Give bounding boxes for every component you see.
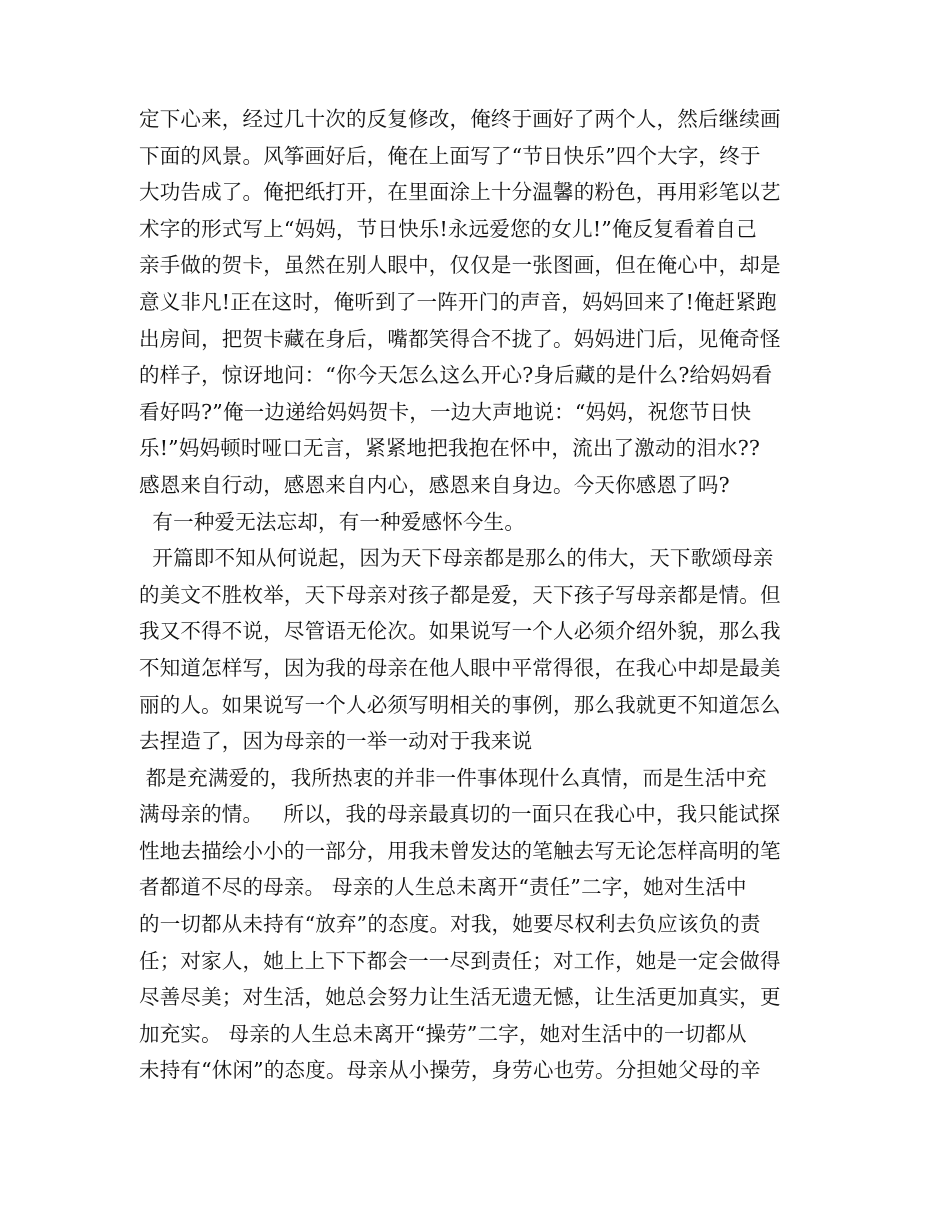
text-line: 定下心来，经过几十次的反复修改，俺终于画好了两个人，然后继续画	[139, 107, 781, 131]
text-line: 有一种爱无法忘却，有一种爱感怀今生。	[139, 509, 526, 534]
body-text	[139, 101, 819, 1089]
text-line: 术字的形式写上“妈妈，节日快乐!永远爱您的女儿!”俺反复看着自己	[139, 216, 757, 241]
text-line: 的一切都从未持有“放弃”的态度。对我，她要尽权利去负应该负的责	[139, 912, 761, 937]
text-line: 亲手做的贺卡，虽然在别人眼中，仅仅是一张图画，但在俺心中，却是	[139, 253, 781, 278]
text-line: 感恩来自行动，感恩来自内心，感恩来自身边。今天你感恩了吗?	[139, 472, 730, 497]
text-line: 看好吗?”俺一边递给妈妈贺卡，一边大声地说：“妈妈，祝您节日快	[139, 399, 752, 424]
text-line: 的样子，惊讶地问：“你今天怎么这么开心?身后藏的是什么?给妈妈看	[139, 363, 773, 388]
text-line: 任；对家人，她上上下下都会一一尽到责任；对工作，她是一定会做得	[139, 948, 781, 973]
text-line: 意义非凡!正在这时，俺听到了一阵开门的声音，妈妈回来了!俺赶紧跑	[139, 289, 777, 314]
text-line: 下面的风景。风筝画好后，俺在上面写了“节日快乐”四个大字，终于	[139, 143, 761, 168]
text-line: 出房间，把贺卡藏在身后，嘴都笑得合不拢了。妈妈进门后，见俺奇怪	[139, 326, 781, 351]
text-line: 丽的人。如果说写一个人必须写明相关的事例，那么我就更不知道怎么	[139, 692, 781, 717]
text-line: 乐!”妈妈顿时哑口无言，紧紧地把我抱在怀中，流出了激动的泪水??	[139, 436, 761, 461]
text-line: 不知道怎样写，因为我的母亲在他人眼中平常得很，在我心中却是最美	[139, 655, 781, 680]
text-line: 都是充满爱的，我所热衷的并非一件事体现什么真情，而是生活中充	[139, 765, 767, 790]
text-line: 未持有“休闲”的态度。母亲从小操劳，身劳心也劳。分担她父母的辛	[139, 1058, 761, 1083]
text-line: 加充实。 母亲的人生总未离开“操劳”二字，她对生活中的一切都从	[139, 1021, 747, 1046]
text-line: 开篇即不知从何说起，因为天下母亲都是那么的伟大，天下歌颂母亲	[139, 546, 774, 571]
text-line: 尽善尽美；对生活，她总会努力让生活无遗无憾，让生活更加真实，更	[139, 985, 781, 1010]
text-line: 者都道不尽的母亲。 母亲的人生总未离开“责任”二字，她对生活中	[139, 875, 747, 900]
text-line: 去捏造了，因为母亲的一举一动对于我来说	[139, 729, 533, 754]
text-line: 大功告成了。俺把纸打开，在里面涂上十分温馨的粉色，再用彩笔以艺	[139, 180, 781, 205]
text-line: 的美文不胜枚举，天下母亲对孩子都是爱，天下孩子写母亲都是情。但	[139, 582, 781, 607]
text-line: 性地去描绘小小的一部分，用我未曾发达的笔触去写无论怎样高明的笔	[139, 838, 781, 863]
text-line: 满母亲的情。 所以，我的母亲最真切的一面只在我心中，我只能试探	[139, 802, 781, 827]
text-line: 我又不得不说，尽管语无伦次。如果说写一个人必须介绍外貌，那么我	[139, 619, 781, 644]
